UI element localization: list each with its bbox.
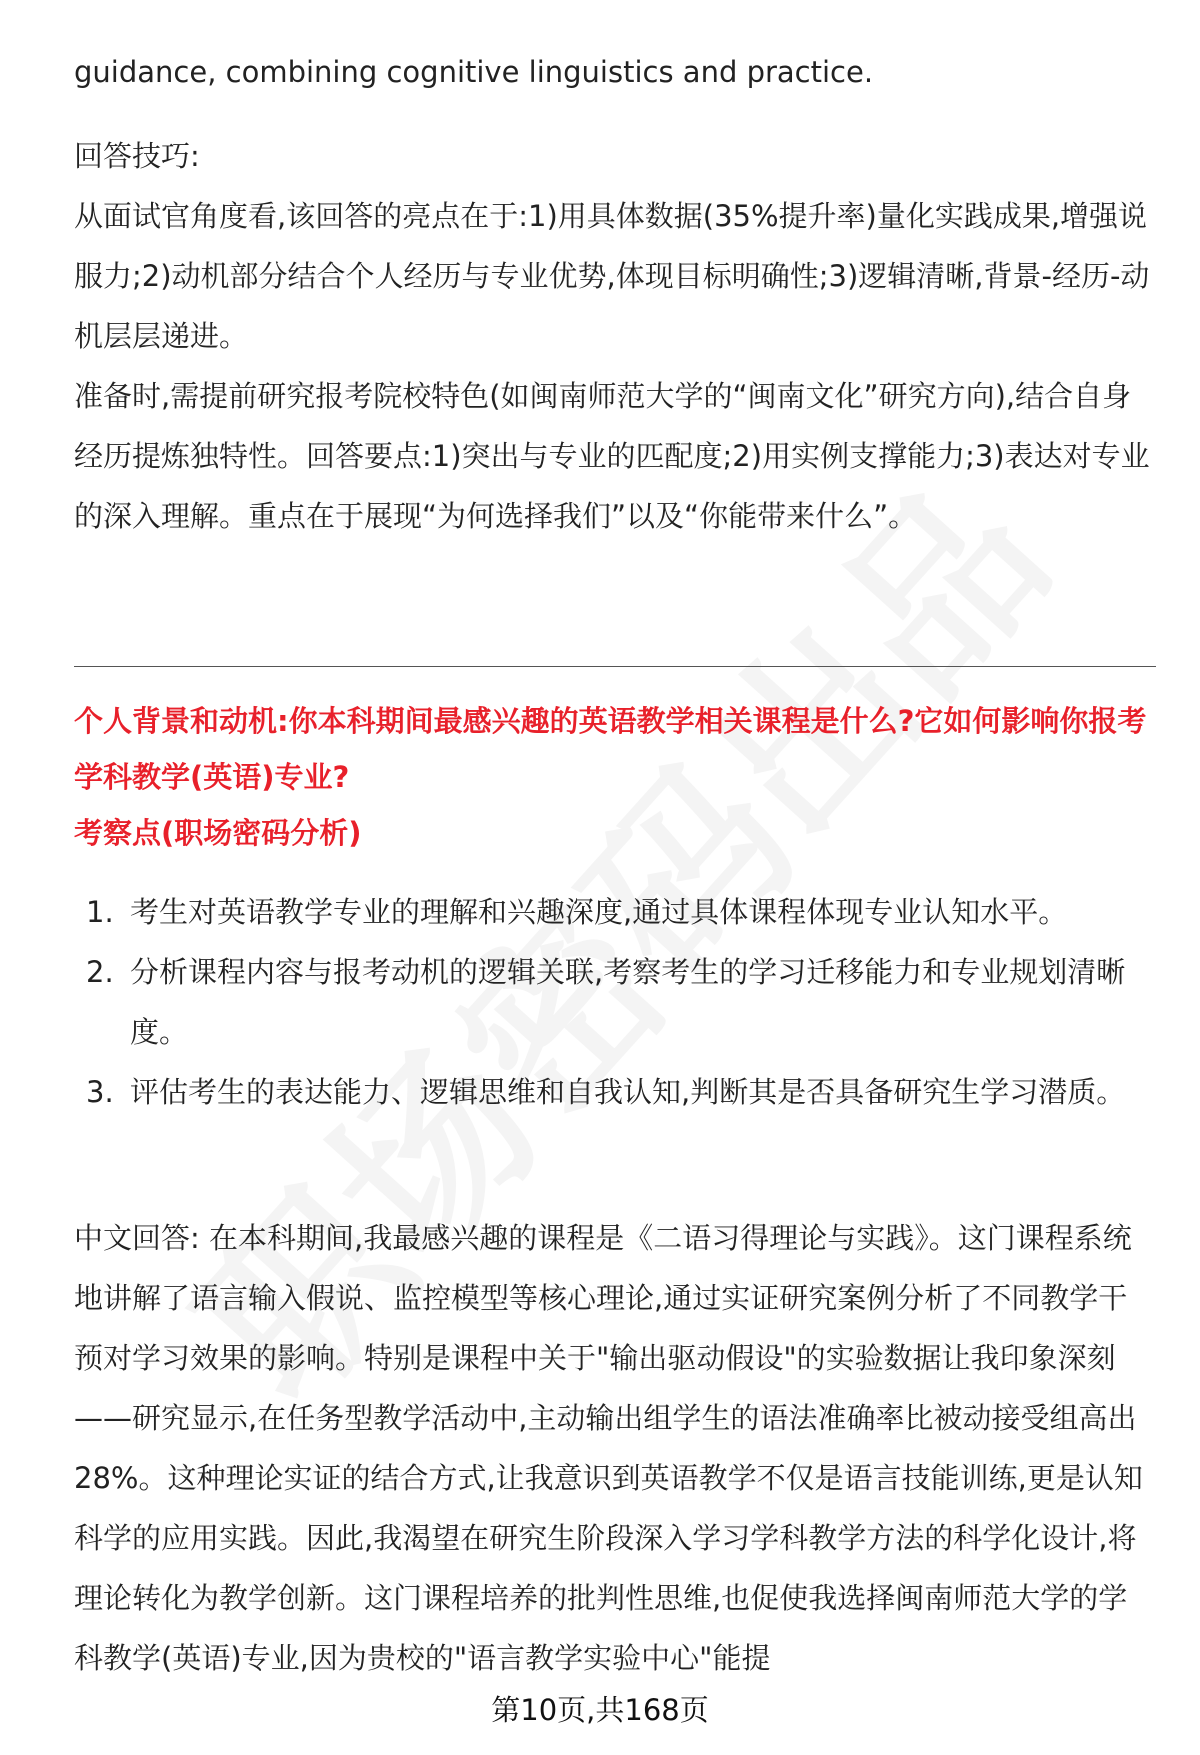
list-item-text: 考生对英语教学专业的理解和兴趣深度,通过具体课程体现专业认知水平。 (130, 895, 1068, 929)
analysis-list (74, 882, 1154, 1122)
list-number: 1. (86, 895, 114, 929)
list-item (74, 1062, 1154, 1122)
question-heading: 个人背景和动机:你本科期间最感兴趣的英语教学相关课程是什么?它如何影响你报考学科教学(英语)专业? (74, 704, 1147, 794)
section-divider (74, 666, 1156, 667)
page-footer: 第10页,共168页 (491, 1693, 709, 1727)
list-item (74, 942, 1154, 1062)
list-item-text: 评估考生的表达能力、逻辑思维和自我认知,判断其是否具备研究生学习潜质。 (130, 1075, 1126, 1109)
list-item (74, 882, 1154, 942)
tips-heading: 回答技巧: (74, 139, 200, 173)
tips-paragraph-1: 从面试官角度看,该回答的亮点在于:1)用具体数据(35%提升率)量化实践成果,增强说服力;2)动机部分结合个人经历与专业优势,体现目标明确性;3)逻辑清晰,背景-经历-动机层层递进。 (74, 199, 1150, 353)
chinese-answer: 中文回答: 在本科期间,我最感兴趣的课程是《二语习得理论与实践》。这门课程系统地讲解了语言输入假说、监控模型等核心理论,通过实证研究案例分析了不同教学干预对学习效果的影响。特别是课程中关于"输出驱动假设"的实验数据让我印象深刻——研究显示,在任务型教学活动中,主动输出组学生的语法准确率比被动接受组高出28%。这种理论实证的结合方式,让我意识到英语教学不仅是语言技能训练,更是认知科学的应用实践。因此,我渴望在研究生阶段深入学习学科教学方法的科学化设计,将理论转化为教学创新。这门课程培养的批判性思维,也促使我选择闽南师范大学的学科教学(英语)专业,因为贵校的"语言教学实验中心"能提 (74, 1221, 1143, 1675)
list-item-text: 分析课程内容与报考动机的逻辑关联,考察考生的学习迁移能力和专业规划清晰度。 (130, 955, 1126, 1049)
analysis-heading: 考察点(职场密码分析) (74, 816, 362, 850)
list-number: 3. (86, 1075, 114, 1109)
tips-paragraph-2: 准备时,需提前研究报考院校特色(如闽南师范大学的“闽南文化”研究方向),结合自身经历提炼独特性。回答要点:1)突出与专业的匹配度;2)用实例支撑能力;3)表达对专业的深入理解。重点在于展现“为何选择我们”以及“你能带来什么”。 (74, 379, 1150, 533)
list-number: 2. (86, 955, 114, 989)
continued-text: guidance, combining cognitive linguistics and practice. (74, 55, 874, 89)
